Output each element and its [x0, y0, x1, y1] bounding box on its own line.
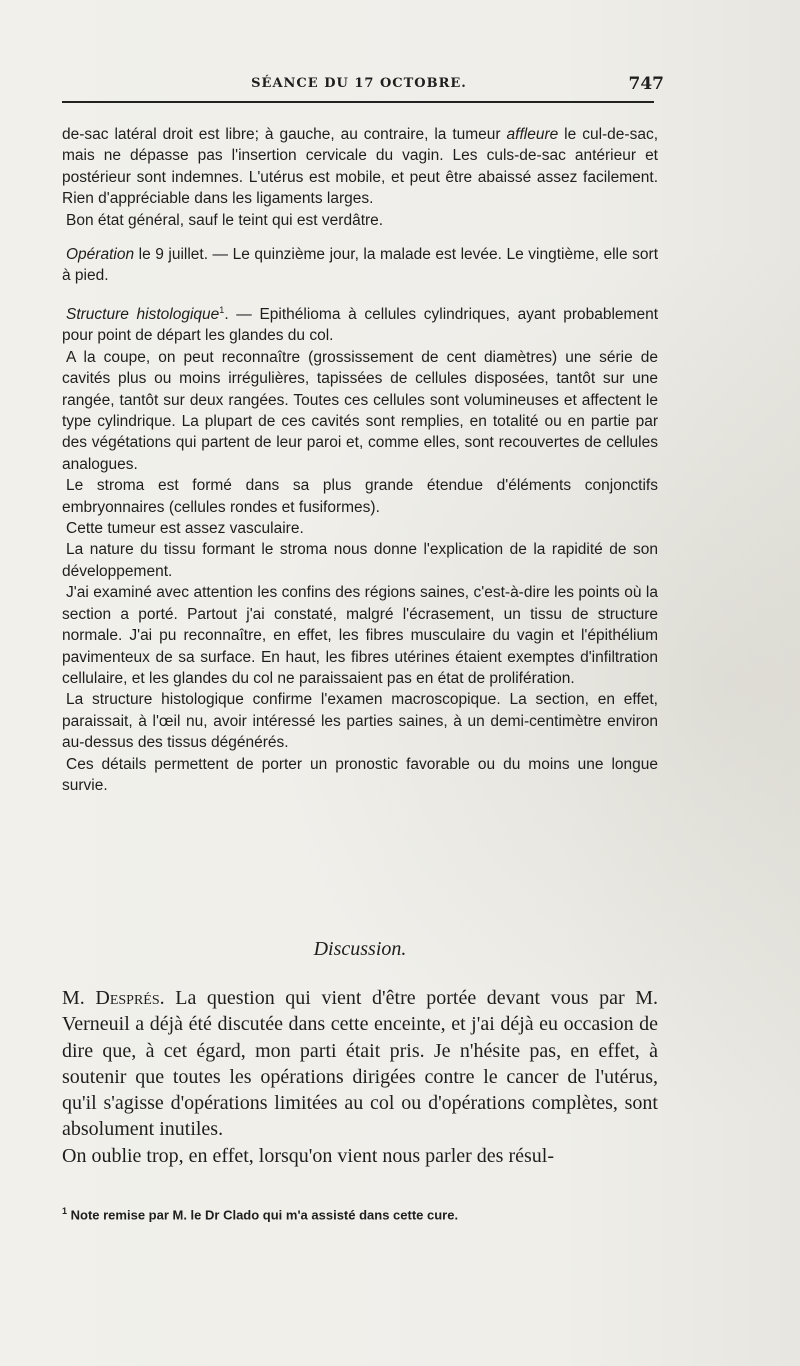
speaker-name: M. Després.: [62, 987, 165, 1009]
paragraph-1-suffix: le cul-de-sac, mais ne dépasse pas l'insertion cervicale du vagin. Les culs-de-sac antérieur et postérieur sont indemnes. L'utérus est mobile, et peut être abaissé assez facilement. Rien d'appréciable dans les ligaments larges.: [62, 126, 658, 208]
footnote-ref: 1: [219, 304, 225, 315]
speech-paragraph-1-text: La question qui vient d'être portée devant vous par M. Verneuil a déjà été discutée dans cette enceinte, et j'ai déjà eu occasion de dire que, à cet égard, mon parti était pris. Je n'hésite pas, en effet, à soutenir que toutes les opérations dirigées contre le cancer de l'utérus, qu'il s'agisse d'opérations limitées au col ou d'opérations complètes, sont absolument inutiles.: [62, 987, 659, 1141]
paragraph-4-emphasis: Structure histologique: [66, 306, 220, 323]
paragraph-5: A la coupe, on peut reconnaître (grossissement de cent diamètres) une série de cavités plus ou moins irrégulières, tapissées de cellules disposées, tantôt sur une rangée, tantôt sur deux rangées. Toutes ces cellules sont volumineuses et affectent le type cylindrique. La plupart de ces cavités sont remplies, en totalité ou en partie par des végétations qui partent de leur paroi et, comme elles, sont recouvertes de cellules analogues.: [62, 348, 658, 473]
paragraph-1-emphasis: affleure: [506, 126, 559, 143]
paragraph-1-prefix: de-sac latéral droit est libre; à gauche, au contraire, la tumeur: [62, 126, 507, 143]
paragraph-4: [62, 300, 658, 347]
paragraph-10: La structure histologique confirme l'examen macroscopique. La section, en effet, paraissait, à l'œil nu, avoir intéressé les parties saines, à un demi-centimètre environ au-dessus des tissus dégénérés.: [62, 691, 658, 752]
footnote-marker: 1: [62, 1206, 68, 1216]
paragraph-2: Bon état général, sauf le teint qui est verdâtre.: [66, 211, 384, 229]
paragraph-9: J'ai examiné avec attention les confins des régions saines, c'est-à-dire les points où la section a porté. Partout j'ai constaté, malgré l'écrasement, un tissu de structure normale. J'ai pu reconnaître, en effet, les fibres musculaire du vagin et l'épithélium pavimenteux de sa surface. En haut, les fibres utérines étaient exemptes d'infiltration cellulaire, et les glandes du col ne paraissaient pas en état de prolifération.: [62, 584, 658, 687]
page-number: 747: [628, 74, 664, 94]
paragraph-6: Le stroma est formé dans sa plus grande étendue d'éléments conjonctifs embryonnaires (cellules rondes et fusiformes).: [62, 477, 658, 516]
paragraph-3: [62, 244, 658, 287]
header-title: SÉANCE DU 17 OCTOBRE.: [251, 76, 467, 91]
paragraph-8: La nature du tissu formant le stroma nous donne l'explication de la rapidité de son développement.: [62, 541, 658, 580]
paragraph-4-rest: . — Epithélioma à cellules cylindriques, ayant probablement pour point de départ les glandes du col.: [62, 306, 659, 345]
running-header: [62, 74, 664, 102]
paragraph-11: Ces détails permettent de porter un pronostic favorable ou du moins une longue survie.: [62, 755, 658, 794]
speech-paragraph-2: On oublie trop, en effet, lorsqu'on vient nous parler des résul-: [62, 1144, 555, 1167]
paragraph-3-emphasis: Opération: [66, 246, 135, 264]
discussion-text: [62, 985, 658, 1169]
footnote-text: Note remise par M. le Dr Clado qui m'a assisté dans cette cure.: [67, 1207, 459, 1223]
paragraph-3-rest: le 9 juillet. — Le quinzième jour, la malade est levée. Le vingtième, elle sort à pied.: [62, 246, 658, 285]
speech-paragraph-1: [62, 985, 658, 1143]
paragraph-1: [62, 124, 658, 210]
footnote: [62, 1206, 658, 1222]
section-heading: Discussion.: [313, 938, 407, 960]
body-text: [62, 124, 658, 796]
header-rule: [62, 101, 654, 103]
paragraph-7: Cette tumeur est assez vasculaire.: [66, 520, 304, 538]
